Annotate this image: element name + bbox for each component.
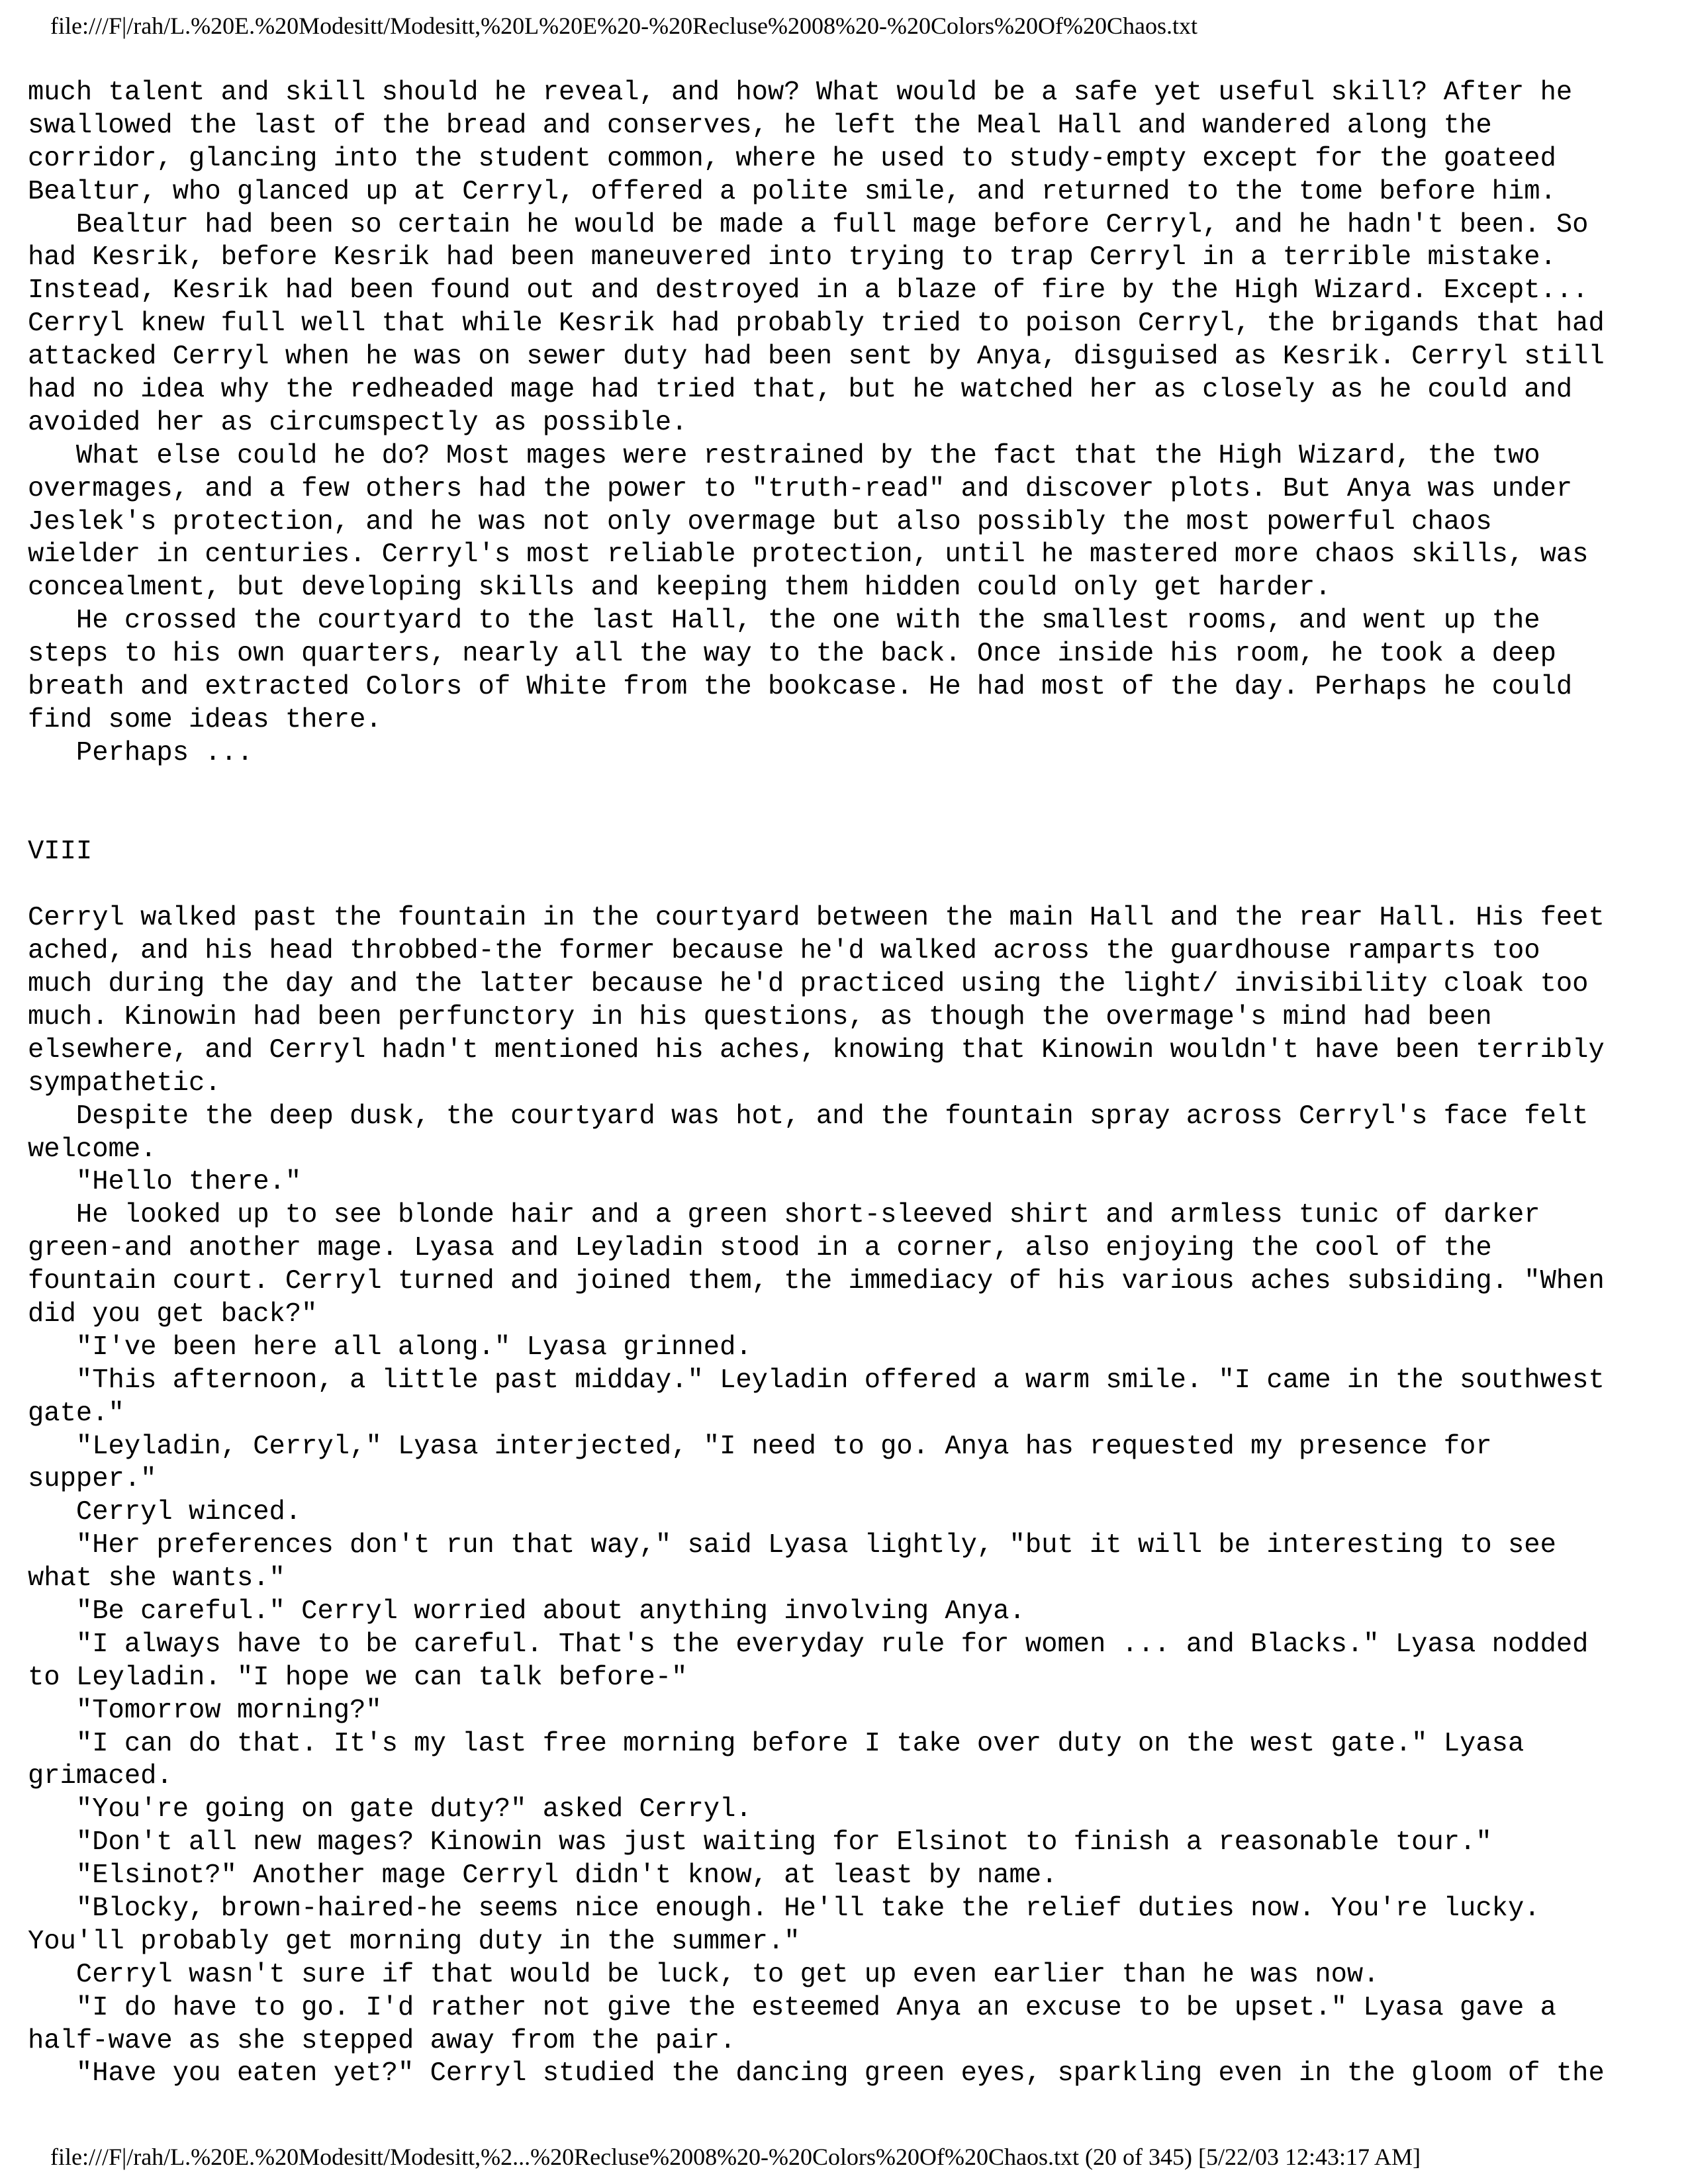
text-line: gate."	[28, 1398, 124, 1429]
text-line: "You're going on gate duty?" asked Cerryl.	[28, 1794, 752, 1825]
text-line: elsewhere, and Cerryl hadn't mentioned his aches, knowing that Kinowin wouldn't have been terribly	[28, 1034, 1605, 1066]
text-line: "I always have to be careful. That's the everyday rule for women ... and Blacks." Lyasa nodded	[28, 1629, 1589, 1660]
text-line: "Leyladin, Cerryl," Lyasa interjected, "I need to go. Anya has requested my presence for	[28, 1431, 1492, 1462]
text-line: concealment, but developing skills and keeping them hidden could only get harder.	[28, 572, 1331, 604]
page-header-url: file:///F|/rah/L.%20E.%20Modesitt/Modesitt,%20L%20E%20-%20Recluse%2008%20-%20Colors%20Of%20Chaos.txt	[50, 13, 1197, 39]
text-line: VIII	[28, 837, 93, 868]
text-line: breath and extracted Colors of White from the bookcase. He had most of the day. Perhaps he could	[28, 672, 1573, 703]
text-line: Jeslek's protection, and he was not only overmage but also possibly the most powerful chaos	[28, 506, 1492, 537]
text-line: overmages, and a few others had the power to "truth-read" and discover plots. But Anya was under	[28, 473, 1573, 504]
page-footer: file:///F|/rah/L.%20E.%20Modesitt/Modesitt,%2...%20Recluse%2008%20-%20Colors%20Of%20Chaos.txt (20 of 345) [5/22/03 12:43:17 AM]	[50, 2144, 1421, 2170]
text-line: swallowed the last of the bread and conserves, he left the Meal Hall and wandered along the	[28, 110, 1492, 141]
text-line: much. Kinowin had been perfunctory in his questions, as though the overmage's mind had been	[28, 1001, 1492, 1032]
text-line: Instead, Kesrik had been found out and destroyed in a blaze of fire by the High Wizard. Except...	[28, 275, 1589, 306]
text-line: had no idea why the redheaded mage had tried that, but he watched her as closely as he could and	[28, 375, 1573, 406]
text-line: "I can do that. It's my last free morning before I take over duty on the west gate." Lyasa	[28, 1728, 1524, 1759]
text-line: "Her preferences don't run that way," said Lyasa lightly, "but it will be interesting to see	[28, 1530, 1556, 1561]
text-line: wielder in centuries. Cerryl's most reliable protection, until he mastered more chaos skills, was	[28, 539, 1589, 570]
text-line: half-wave as she stepped away from the pair.	[28, 2025, 736, 2056]
text-line: What else could he do? Most mages were restrained by the fact that the High Wizard, the two	[28, 440, 1540, 471]
text-line	[28, 869, 1663, 902]
text-line: "Have you eaten yet?" Cerryl studied the dancing green eyes, sparkling even in the gloom of the	[28, 2058, 1605, 2089]
text-line: You'll probably get morning duty in the summer."	[28, 1926, 800, 1957]
text-line: Cerryl knew full well that while Kesrik had probably tried to poison Cerryl, the brigands that had	[28, 308, 1605, 340]
text-line: "Hello there."	[28, 1167, 302, 1198]
text-line: "This afternoon, a little past midday." Leyladin offered a warm smile. "I came in the southwest	[28, 1365, 1605, 1396]
text-line: supper."	[28, 1464, 157, 1495]
text-line: Cerryl winced.	[28, 1497, 302, 1528]
text-line: He crossed the courtyard to the last Hall, the one with the smallest rooms, and went up the	[28, 606, 1540, 637]
text-line: Perhaps ...	[28, 737, 254, 768]
text-line: find some ideas there.	[28, 704, 382, 735]
text-line: "Don't all new mages? Kinowin was just waiting for Elsinot to finish a reasonable tour."	[28, 1827, 1492, 1858]
text-line: He looked up to see blonde hair and a green short-sleeved shirt and armless tunic of darker	[28, 1200, 1540, 1231]
text-line: much during the day and the latter because he'd practiced using the light/ invisibility cloak too	[28, 969, 1589, 1000]
text-line: did you get back?"	[28, 1298, 318, 1330]
text-line: Bealtur, who glanced up at Cerryl, offered a polite smile, and returned to the tome before him.	[28, 176, 1556, 207]
text-line: Despite the deep dusk, the courtyard was hot, and the fountain spray across Cerryl's face felt	[28, 1101, 1589, 1132]
text-line: steps to his own quarters, nearly all the way to the back. Once inside his room, he took a deep	[28, 639, 1556, 670]
document-body	[28, 77, 1663, 2091]
text-line	[28, 803, 1663, 837]
text-line: "I've been here all along." Lyasa grinned.	[28, 1332, 752, 1363]
text-line: green-and another mage. Lyasa and Leyladin stood in a corner, also enjoying the cool of the	[28, 1233, 1492, 1264]
text-line: had Kesrik, before Kesrik had been maneuvered into trying to trap Cerryl in a terrible mistake.	[28, 242, 1556, 273]
text-line: Cerryl walked past the fountain in the courtyard between the main Hall and the rear Hall. His feet	[28, 903, 1605, 934]
text-line: what she wants."	[28, 1563, 285, 1594]
text-line: "Tomorrow morning?"	[28, 1695, 382, 1726]
text-line: ached, and his head throbbed-the former because he'd walked across the guardhouse ramparts too	[28, 936, 1540, 967]
text-line: to Leyladin. "I hope we can talk before-"	[28, 1662, 688, 1693]
text-line: "Blocky, brown-haired-he seems nice enough. He'll take the relief duties now. You're lucky.	[28, 1893, 1540, 1924]
text-line: corridor, glancing into the student common, where he used to study-empty except for the goateed	[28, 143, 1556, 174]
text-line: much talent and skill should he reveal, and how? What would be a safe yet useful skill? After he	[28, 77, 1573, 108]
text-line: avoided her as circumspectly as possible.	[28, 407, 688, 438]
text-line: "Be careful." Cerryl worried about anything involving Anya.	[28, 1596, 1025, 1627]
text-line: Cerryl wasn't sure if that would be luck, to get up even earlier than he was now.	[28, 1959, 1380, 1990]
text-line	[28, 770, 1663, 803]
text-line: grimaced.	[28, 1761, 173, 1792]
text-line: Bealtur had been so certain he would be made a full mage before Cerryl, and he hadn't been. So	[28, 209, 1589, 240]
text-line: sympathetic.	[28, 1068, 221, 1099]
text-line: attacked Cerryl when he was on sewer duty had been sent by Anya, disguised as Kesrik. Cerryl still	[28, 341, 1605, 373]
text-line: fountain court. Cerryl turned and joined them, the immediacy of his various aches subsiding. "When	[28, 1266, 1605, 1297]
text-line: "Elsinot?" Another mage Cerryl didn't know, at least by name.	[28, 1860, 1058, 1891]
text-line: welcome.	[28, 1134, 157, 1165]
text-line: "I do have to go. I'd rather not give the esteemed Anya an excuse to be upset." Lyasa gave a	[28, 1992, 1556, 2023]
